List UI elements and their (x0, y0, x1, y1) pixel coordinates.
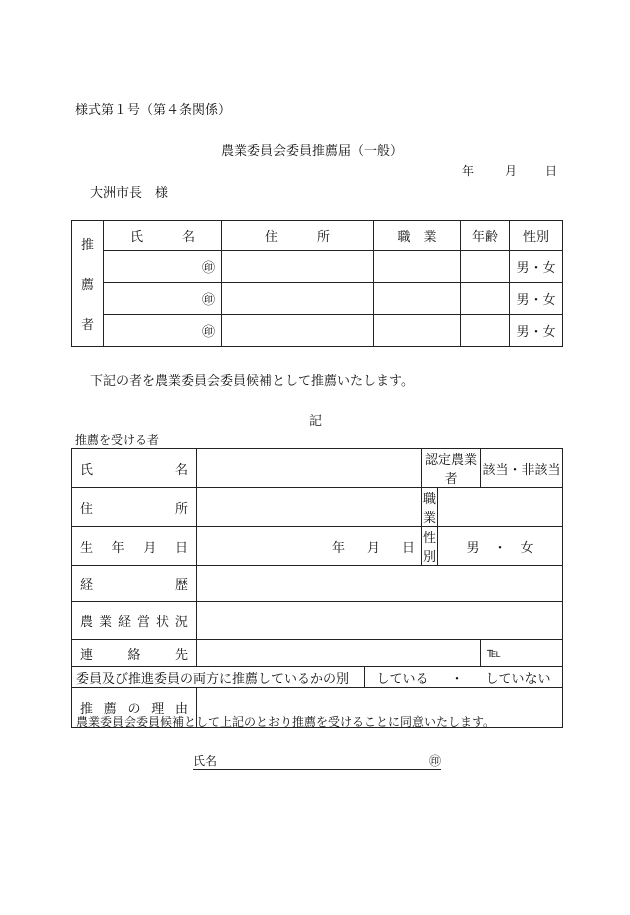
header-sex: 性別 (510, 221, 563, 251)
address-cell[interactable] (222, 283, 374, 315)
seal-mark: ㊞ (104, 283, 222, 315)
address-cell[interactable] (222, 315, 374, 347)
birth-year: 年 (331, 540, 345, 556)
table-row (72, 283, 563, 315)
sex-options[interactable] (438, 527, 563, 566)
name-field[interactable] (197, 449, 422, 488)
side-char: 者 (80, 318, 94, 333)
header-occupation: 職 業 (374, 221, 461, 251)
career-field[interactable] (197, 566, 563, 602)
candidate-table (71, 448, 563, 728)
farming-label: 農 業 経 営 状 況 (72, 602, 197, 640)
header-name: 氏 名 (104, 221, 222, 251)
recommenders-table (71, 220, 563, 347)
statement: 下記の者を農業委員会委員候補として推薦いたします。 (90, 374, 414, 389)
candidate-caption: 推薦を受ける者 (75, 433, 160, 447)
name-label: 氏 名 (72, 449, 197, 488)
both-no[interactable]: していない (485, 671, 551, 687)
signature-line[interactable] (193, 752, 441, 770)
occupation-cell[interactable] (374, 315, 461, 347)
side-char: 推 (80, 238, 94, 253)
occupation-field[interactable] (438, 488, 563, 527)
certified-farmer-options[interactable]: 該当・非該当 (481, 449, 563, 488)
certified-farmer-label: 認定農業者 (422, 449, 481, 488)
sex-options[interactable]: 男・女 (510, 315, 563, 347)
age-cell[interactable] (461, 283, 510, 315)
address-label: 住 所 (72, 488, 197, 527)
both-yes[interactable]: している (376, 671, 429, 687)
occupation-cell[interactable] (374, 283, 461, 315)
occupation-label: 職 業 (422, 488, 438, 527)
table-row (72, 251, 563, 283)
address-field[interactable] (197, 488, 422, 527)
reason-label: 推 薦 の 理 由 (72, 688, 197, 728)
page-title: 農業委員会委員推薦届（一般） (221, 144, 404, 159)
seal-mark: ㊞ (104, 251, 222, 283)
career-label: 経 歴 (72, 566, 197, 602)
seal-mark: ㊞ (428, 754, 441, 768)
both-options[interactable] (365, 667, 563, 688)
address-cell[interactable] (222, 251, 374, 283)
signature-label: 氏名 (193, 754, 218, 768)
side-char: 薦 (80, 278, 94, 293)
contact-field[interactable] (197, 640, 481, 667)
date-day: 日 (545, 164, 558, 178)
header-address: 住 所 (222, 221, 374, 251)
form-number: 様式第１号（第４条関係） (75, 103, 232, 118)
separator-dot: ・ (493, 540, 507, 556)
seal-mark: ㊞ (104, 315, 222, 347)
sex-label: 性 別 (422, 527, 438, 566)
date-year: 年 (462, 164, 475, 178)
both-label: 委員及び推進委員の両方に推薦しているかの別 (72, 667, 365, 688)
date-month: 月 (505, 164, 518, 178)
age-cell[interactable] (461, 315, 510, 347)
farming-field[interactable] (197, 602, 563, 640)
age-cell[interactable] (461, 251, 510, 283)
recommender-side-label (72, 221, 104, 347)
consent-statement: 農業委員会委員候補として上記のとおり推薦を受けることに同意いたします。 (76, 715, 496, 729)
sex-options[interactable]: 男・女 (510, 251, 563, 283)
tel-field[interactable] (481, 640, 563, 667)
birth-day: 日 (401, 540, 415, 556)
tel-icon: ℡ (487, 645, 501, 661)
sex-female[interactable]: 女 (520, 540, 534, 556)
table-row (72, 315, 563, 347)
header-age: 年齢 (461, 221, 510, 251)
occupation-cell[interactable] (374, 251, 461, 283)
sex-options[interactable]: 男・女 (510, 283, 563, 315)
birth-month: 月 (366, 540, 380, 556)
ki-mark: 記 (309, 414, 323, 429)
separator-dot: ・ (450, 671, 464, 687)
addressee: 大洲市長 様 (90, 186, 169, 201)
sex-male[interactable]: 男 (466, 540, 480, 556)
contact-label: 連 絡 先 (72, 640, 197, 667)
birth-label: 生 年 月 日 (72, 527, 197, 566)
birth-field[interactable] (197, 527, 422, 566)
